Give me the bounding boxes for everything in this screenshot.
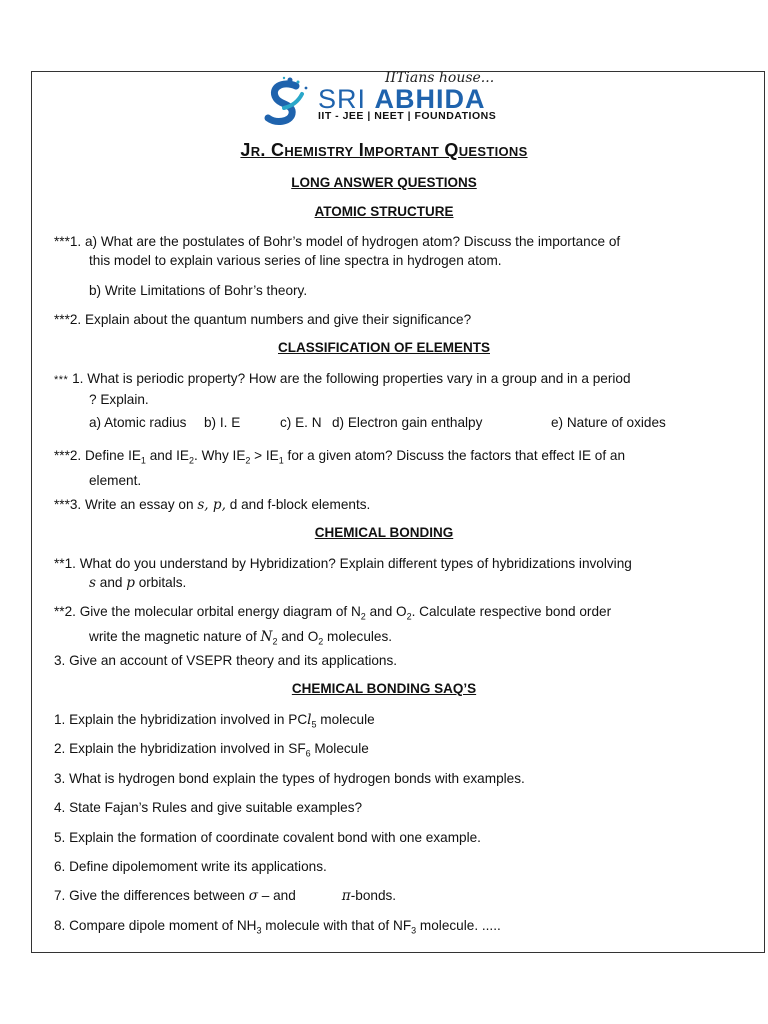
saq7-rest: -bonds.	[350, 888, 397, 903]
gt-sign: >	[250, 448, 266, 463]
o2b-subscript: 2	[318, 636, 324, 647]
ie2-subscript: 2	[189, 455, 195, 466]
q3-math: s, p,	[197, 497, 226, 513]
saq-q6: 6. Define dipolemoment write its applications.	[54, 859, 327, 874]
ie2b-subscript: 2	[245, 455, 251, 466]
bq2-line2-prefix: write the magnetic nature of	[89, 628, 261, 644]
bq2-and: and	[365, 604, 397, 619]
q2-prefix: ***2. Define	[54, 448, 129, 463]
n2b-text: N	[260, 628, 273, 645]
saq-heading: CHEMICAL BONDING SAQ’S	[291, 681, 477, 696]
long-answer-heading: LONG ANSWER QUESTIONS	[291, 175, 477, 190]
q2-and: and	[145, 448, 177, 463]
bq2-line2-rest: molecules.	[323, 628, 393, 644]
saq-q4: 4. State Fajan’s Rules and give suitable examples?	[54, 800, 363, 815]
saq-q5: 5. Explain the formation of coordinate covalent bond with one example.	[54, 830, 481, 845]
o2-subscript: 2	[406, 611, 412, 622]
saq-q2	[54, 739, 714, 764]
saq2-prefix: 2. Explain the hybridization involved in SF	[54, 741, 306, 756]
option-ie: b) I. E	[204, 415, 241, 430]
saq7-prefix: 7. Give the differences between	[54, 888, 249, 903]
option-nature-oxides: e) Nature of oxides	[551, 415, 666, 430]
bq2-and2: and	[277, 628, 308, 644]
nh3-text: NH	[236, 918, 257, 933]
ie2-text: IE	[176, 448, 189, 463]
ie1-subscript: 1	[140, 455, 146, 466]
saq-q7	[54, 886, 714, 906]
saq8-prefix: 8. Compare dipole moment of	[54, 918, 237, 933]
saq-q1	[54, 710, 714, 735]
saq-q8	[54, 916, 714, 941]
saq-q3: 3. What is hydrogen bond explain the types of hydrogen bonds with examples.	[54, 771, 525, 786]
q3-prefix: ***3. Write an essay on	[54, 497, 198, 512]
p-orbital: p	[126, 575, 135, 591]
sigma-symbol: σ	[248, 888, 258, 904]
classification-q1	[54, 369, 714, 409]
bonding-q2	[54, 602, 714, 651]
classification-q3	[54, 495, 714, 515]
ie2b-text: IE	[232, 448, 246, 463]
s-orbital: s	[89, 575, 96, 591]
bonding-q1-line2	[54, 573, 714, 593]
saq1-l: l	[307, 712, 312, 728]
q1-and: and	[95, 575, 127, 590]
saq2-sub: 6	[305, 748, 311, 759]
saq1-rest: molecule	[316, 712, 375, 727]
saq8-mid: molecule with that of	[261, 918, 393, 933]
q1-rest: orbitals.	[134, 575, 187, 590]
classification-q1-line1: 1. What is periodic property? How are the following properties vary in a group and in a period	[68, 371, 631, 386]
bq2-rest: . Calculate respective bond order	[411, 604, 612, 619]
brand-second: ABHIDA	[374, 84, 486, 114]
saq7-mid: – and	[258, 888, 296, 903]
atomic-q2: ***2. Explain about the quantum numbers and give their significance?	[54, 312, 472, 327]
option-electron-gain: d) Electron gain enthalpy	[332, 415, 483, 430]
q3-rest: d and f-block elements.	[225, 497, 371, 512]
pi-symbol: π	[341, 888, 351, 904]
q2-rest: for a given atom? Discuss the factors that effect IE of an	[283, 448, 626, 463]
option-atomic-radius: a) Atomic radius	[89, 415, 187, 430]
nf3-subscript: 3	[411, 925, 417, 936]
saq2-rest: Molecule	[310, 741, 369, 756]
classification-q1-stars: ***	[54, 374, 69, 386]
ie1b-text: IE	[265, 448, 279, 463]
saq8-rest: molecule. .....	[416, 918, 501, 933]
option-en: c) E. N	[280, 415, 322, 430]
saq1-prefix: 1. Explain the hybridization involved in PC	[54, 712, 308, 727]
atomic-q1a-line2: this model to explain various series of line spectra in hydrogen atom.	[89, 253, 502, 268]
o2b-text: O	[307, 628, 319, 644]
atomic-q1a-line1: ***1. a) What are the postulates of Bohr’s model of hydrogen atom? Discuss the importance of	[54, 234, 621, 249]
n2-subscript: 2	[360, 611, 366, 622]
classification-heading: CLASSIFICATION OF ELEMENTS	[278, 340, 490, 355]
brand-subtitle: IIT - JEE | NEET | FOUNDATIONS	[318, 110, 497, 122]
nh3-subscript: 3	[256, 925, 262, 936]
tagline: IITians house...	[385, 70, 495, 86]
bonding-q1	[54, 554, 714, 593]
chemical-bonding-heading: CHEMICAL BONDING	[314, 525, 454, 540]
n2-text: N	[350, 604, 361, 619]
classification-q2-line2: element.	[89, 472, 142, 488]
o2-text: O	[396, 604, 407, 619]
q2-why: . Why	[194, 448, 233, 463]
ie1-text: IE	[128, 448, 141, 463]
saq1-sub: 5	[311, 719, 317, 730]
bq2-prefix: **2. Give the molecular orbital energy diagram of	[54, 604, 351, 619]
page-title: Jr. Chemistry Important Questions	[240, 140, 528, 160]
bonding-q3: 3. Give an account of VSEPR theory and its applications.	[54, 653, 398, 668]
classification-q2	[54, 446, 714, 490]
atomic-structure-heading: ATOMIC STRUCTURE	[314, 204, 454, 219]
bonding-q1-line1: **1. What do you understand by Hybridization? Explain different types of hybridizations involving	[54, 556, 632, 571]
brand-first: SRI	[318, 84, 375, 114]
atomic-q1b: b) Write Limitations of Bohr’s theory.	[89, 283, 308, 298]
n2b-subscript: 2	[272, 636, 278, 647]
classification-q1-line2: ? Explain.	[89, 392, 149, 407]
atomic-q1a	[54, 232, 714, 270]
ie1b-subscript: 1	[278, 455, 284, 466]
nf3-text: NF	[393, 918, 412, 933]
